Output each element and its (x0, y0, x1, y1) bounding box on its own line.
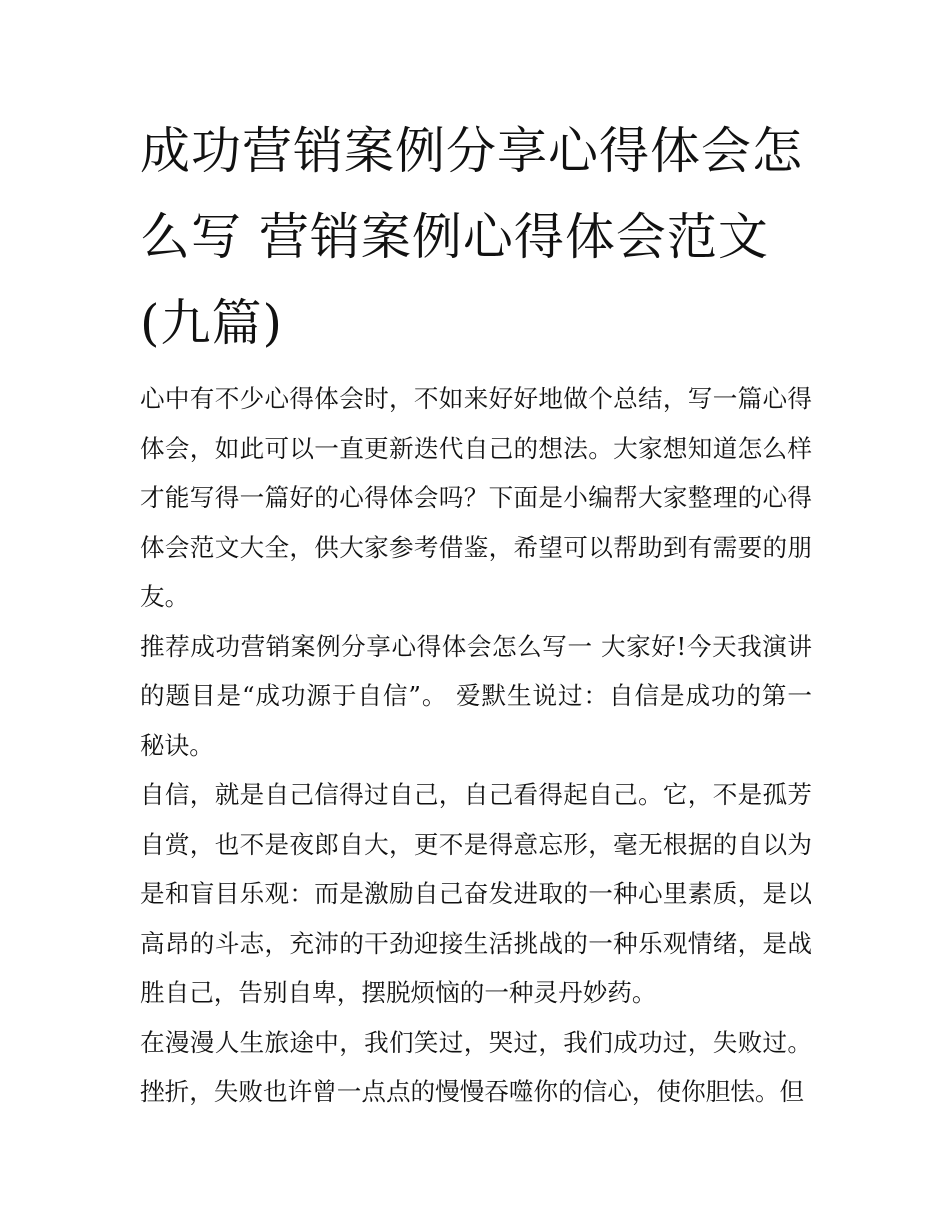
document-page (140, 108, 812, 1117)
life-journey-paragraph: 在漫漫人生旅途中，我们笑过，哭过，我们成功过，失败过。挫折，失败也许曾一点点的慢慢吞噬你的信心，使你胆怯。但 (140, 1027, 812, 1106)
document-title: 成功营销案例分享心得体会怎么写 营销案例心得体会范文(九篇) (140, 122, 803, 352)
intro-paragraph: 心中有不少心得体会时，不如来好好地做个总结，写一篇心得体会，如此可以一直更新迭代自己的想法。大家想知道怎么样才能写得一篇好的心得体会吗？下面是小编帮大家整理的心得体会范文大全，供大家参考借鉴，希望可以帮助到有需要的朋友。 (140, 384, 812, 611)
speech-opening-paragraph: 推荐成功营销案例分享心得体会怎么写一 大家好!今天我演讲的题目是“成功源于自信”。 爱默生说过：自信是成功的第一秘诀。 (140, 631, 812, 760)
confidence-definition-paragraph: 自信，就是自己信得过自己，自己看得起自己。它，不是孤芳自赏，也不是夜郎自大，更不是得意忘形，毫无根据的自以为是和盲目乐观：而是激励自己奋发进取的一种心里素质，是以高昂的斗志，充沛的干劲迎接生活挑战的一种乐观情绪，是战胜自己，告别自卑，摆脱烦恼的一种灵丹妙药。 (140, 780, 812, 1007)
